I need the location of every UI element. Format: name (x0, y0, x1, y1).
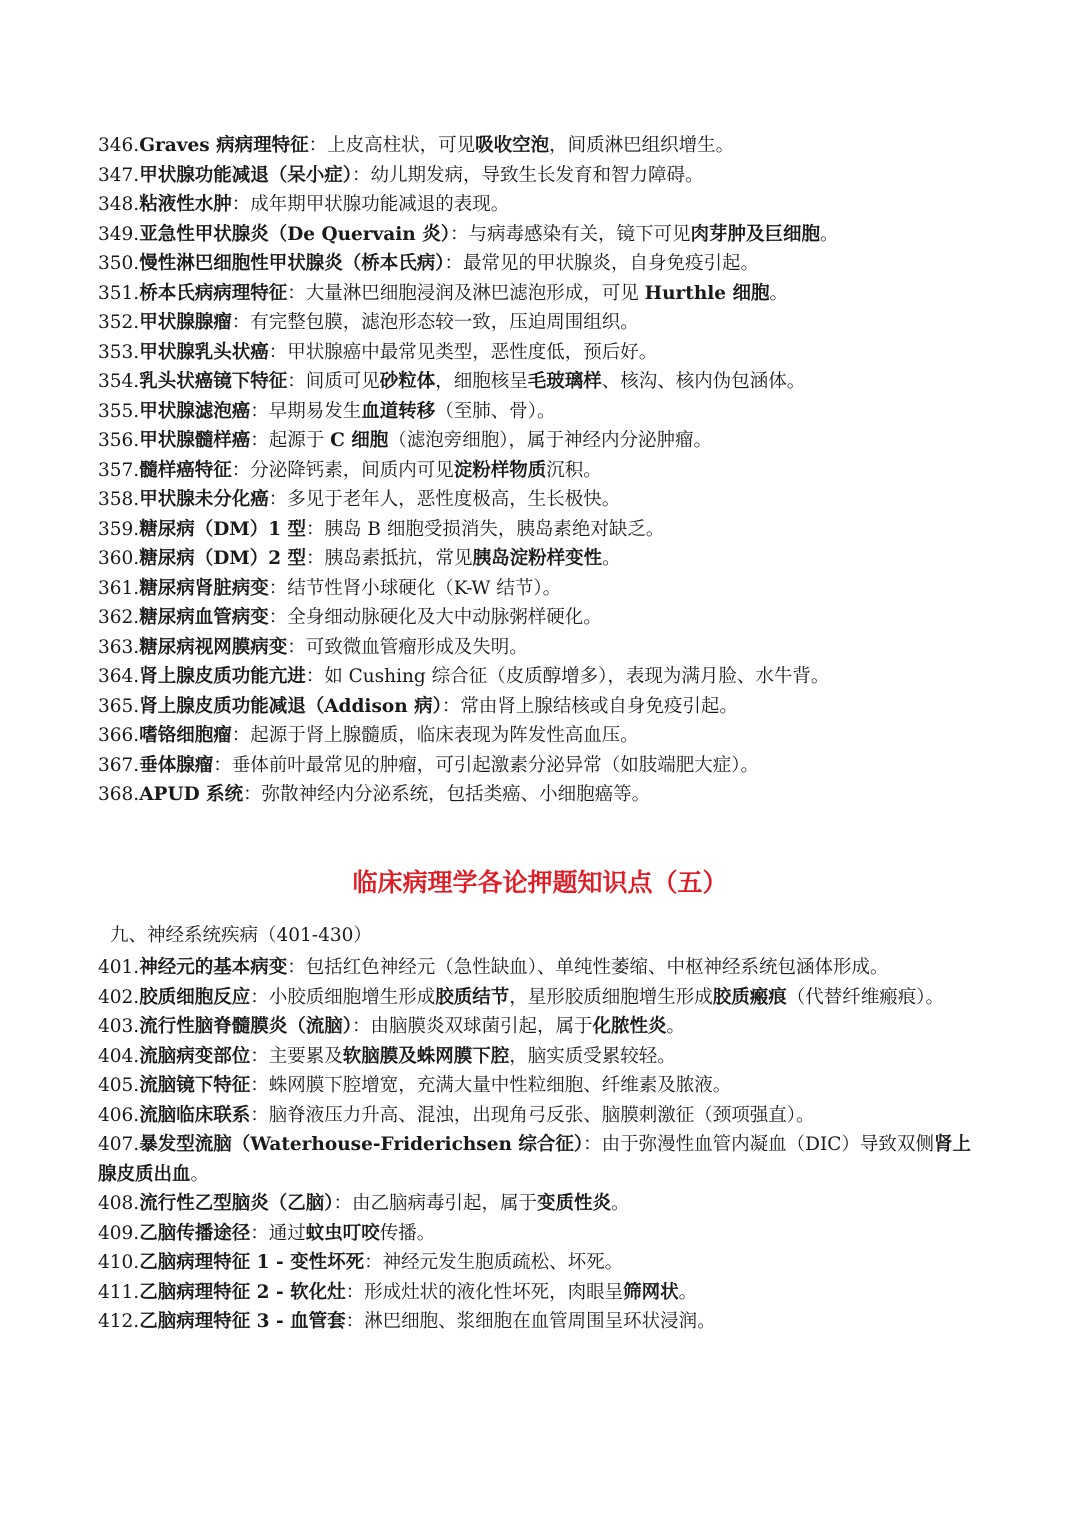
item-text: ：由乙脑病毒引起，属于 (333, 1193, 537, 1214)
item-term: 甲状腺滤泡癌 (139, 400, 251, 422)
item-text: （滤泡旁细胞），属于神经内分泌肿瘤。 (388, 430, 713, 451)
item-term: 胶质瘢痕 (712, 986, 787, 1008)
list-item (98, 515, 988, 545)
item-number: 357. (98, 459, 140, 481)
item-term: 神经元的基本病变 (139, 957, 288, 978)
item-text: ：有完整包膜，滤泡形态较一致，压迫周围组织。 (231, 312, 639, 333)
item-term: 胶质细胞反应 (139, 986, 251, 1008)
item-text: 。 (819, 223, 839, 245)
item-text: 。 (611, 1193, 630, 1214)
item-number: 411. (98, 1281, 140, 1303)
list-item (98, 190, 988, 220)
item-text: ：常由肾上腺结核或自身免疫引起。 (441, 695, 738, 717)
item-term: 亚急性甲状腺炎（De Quervain 炎） (139, 223, 450, 245)
item-number: 407. (98, 1134, 140, 1155)
list-item (98, 780, 988, 810)
item-term: 嗜铬细胞瘤 (139, 725, 232, 746)
item-text: ：包括红色神经元（急性缺血）、单纯性萎缩、中枢神经系统包涵体形成。 (287, 957, 889, 978)
list-item (98, 161, 988, 191)
list-item (98, 131, 988, 161)
item-term: 流行性乙型脑炎（乙脑） (139, 1193, 334, 1214)
item-term: 化脓性炎 (592, 1016, 667, 1037)
item-number: 349. (98, 223, 140, 245)
item-text: ：起源于肾上腺髓质，临床表现为阵发性高血压。 (231, 725, 639, 746)
list-item (98, 721, 988, 751)
list-item (98, 574, 988, 604)
item-term: 淀粉样物质 (453, 459, 547, 481)
item-text: ：如 Cushing 综合征（皮质醇增多），表现为满月脸、水牛背。 (305, 666, 830, 687)
item-term: 血道转移 (361, 400, 436, 422)
item-term: 乙脑病理特征 3 - 血管套 (139, 1311, 346, 1332)
item-number: 353. (98, 341, 140, 363)
list-item (98, 692, 988, 722)
item-term: 甲状腺髓样癌 (139, 430, 251, 451)
item-number: 361. (98, 577, 140, 599)
item-number: 365. (98, 695, 140, 717)
item-number: 405. (98, 1075, 140, 1096)
list-item (98, 1307, 988, 1337)
item-number: 404. (98, 1045, 140, 1067)
item-term: 垂体腺瘤 (139, 754, 214, 776)
item-term: 糖尿病（DM）1 型 (139, 518, 307, 540)
item-number: 360. (98, 548, 140, 569)
list-item (98, 397, 988, 427)
list-item (98, 751, 988, 781)
item-term: 流脑镜下特征 (139, 1075, 251, 1096)
list-item (98, 220, 988, 250)
item-number: 358. (98, 489, 140, 510)
item-term: 甲状腺乳头状癌 (139, 341, 269, 363)
item-term: 乙脑病理特征 2 - 软化灶 (139, 1281, 346, 1303)
item-text: ：上皮高柱状，可见 (308, 135, 476, 156)
item-term: 流脑病变部位 (139, 1045, 251, 1067)
page-title: 临床病理学各论押题知识点（五） (352, 868, 728, 897)
item-number: 410. (98, 1252, 140, 1273)
list-item (98, 1012, 988, 1042)
item-number: 367. (98, 754, 140, 776)
item-number: 409. (98, 1222, 140, 1244)
item-list-bottom (98, 953, 988, 1337)
item-term: APUD 系统 (139, 784, 244, 805)
list-item (98, 1278, 988, 1308)
list-item (98, 249, 988, 279)
item-text: ：由于弥漫性血管内凝血（DIC）导致双侧 (583, 1134, 934, 1155)
item-term: 肾上腺皮质功能减退（Addison 病） (139, 695, 442, 717)
item-text: ：幼儿期发病，导致生长发育和智力障碍。 (351, 164, 704, 186)
item-text: ：与病毒感染有关，镜下可见 (449, 223, 691, 245)
list-item (98, 367, 988, 397)
item-text: 。 (769, 282, 789, 304)
item-text: ：主要累及 (250, 1045, 343, 1067)
item-term: 乙脑病理特征 1 - 变性坏死 (139, 1252, 365, 1273)
item-text: 沉积。 (546, 459, 602, 481)
item-number: 355. (98, 400, 140, 422)
list-item (98, 983, 988, 1013)
item-list-top (98, 131, 988, 810)
item-text: ：淋巴细胞、浆细胞在血管周围呈环状浸润。 (345, 1311, 716, 1332)
item-text: ：胰岛 B 细胞受损消失，胰岛素绝对缺乏。 (306, 518, 665, 540)
item-term: 蚊虫叮咬 (305, 1222, 380, 1244)
item-text: ：可致微血管瘤形成及失明。 (287, 636, 528, 658)
list-item (98, 279, 988, 309)
item-term: 桥本氏病病理特征 (139, 282, 288, 304)
item-term: 肾上腺皮质功能亢进 (139, 666, 306, 687)
item-term: 毛玻璃样 (527, 371, 602, 392)
item-text: ：起源于 (250, 430, 331, 451)
item-text: 。 (666, 1016, 686, 1037)
item-text: 。 (602, 548, 621, 569)
list-item (98, 456, 988, 486)
item-number: 366. (98, 725, 140, 746)
list-item (98, 426, 988, 456)
item-term: 糖尿病肾脏病变 (139, 577, 269, 599)
list-item (98, 1219, 988, 1249)
item-number: 348. (98, 194, 140, 215)
item-term: 髓样癌特征 (139, 459, 232, 481)
item-text: ：脑脊液压力升高、混浊，出现角弓反张、脑膜刺激征（颈项强直）。 (250, 1104, 815, 1126)
item-text: ：最常见的甲状腺炎，自身免疫引起。 (444, 253, 759, 274)
item-text: ：小胶质细胞增生形成 (250, 986, 436, 1008)
item-term: 慢性淋巴细胞性甲状腺炎（桥本氏病） (139, 253, 445, 274)
item-text: （至肺、骨）。 (435, 400, 556, 422)
item-text: ：神经元发生胞质疏松、坏死。 (364, 1252, 624, 1273)
item-text: ：弥散神经内分泌系统，包括类癌、小细胞癌等。 (243, 784, 651, 805)
item-text: ，脑实质受累较轻。 (509, 1045, 676, 1067)
item-text: ，间质淋巴组织增生。 (549, 135, 735, 156)
item-term: 乙脑传播途径 (139, 1222, 251, 1244)
item-term: 糖尿病（DM）2 型 (139, 548, 307, 569)
item-text: 传播。 (379, 1222, 436, 1244)
item-number: 351. (98, 282, 140, 304)
item-term: 肾上腺皮质出血 (98, 1134, 971, 1185)
item-term: 粘液性水肿 (139, 194, 232, 215)
item-text: ：大量淋巴细胞浸润及淋巴滤泡形成，可见 (287, 282, 645, 304)
item-term: 乳头状癌镜下特征 (139, 371, 288, 392)
item-text: ：全身细动脉硬化及大中动脉粥样硬化。 (268, 607, 602, 628)
item-term: 甲状腺腺瘤 (139, 312, 232, 333)
list-item (98, 1189, 988, 1219)
item-text: ：间质可见 (287, 371, 380, 392)
item-text: 、核沟、核内伪包涵体。 (601, 371, 806, 392)
item-term: 筛网状 (623, 1281, 679, 1303)
list-item (98, 308, 988, 338)
list-item (98, 1071, 988, 1101)
item-term: 软脑膜及蛛网膜下腔 (342, 1045, 510, 1067)
item-number: 346. (98, 135, 140, 156)
item-number: 402. (98, 986, 140, 1008)
item-text: 。 (678, 1281, 698, 1303)
item-text: ：蛛网膜下腔增宽，充满大量中性粒细胞、纤维素及脓液。 (250, 1075, 732, 1096)
item-number: 406. (98, 1104, 140, 1126)
item-number: 403. (98, 1016, 140, 1037)
item-number: 363. (98, 636, 140, 658)
item-term: 糖尿病血管病变 (139, 607, 269, 628)
list-item (98, 1101, 988, 1131)
list-item (98, 338, 988, 368)
item-term: 吸收空泡 (475, 135, 550, 156)
item-text: ：形成灶状的液化性坏死，肉眼呈 (345, 1281, 624, 1303)
item-text: ：结节性肾小球硬化（K-W 结节）。 (268, 577, 562, 599)
item-text: ：胰岛素抵抗，常见 (306, 548, 473, 569)
item-term: Graves 病病理特征 (139, 135, 309, 156)
list-item (98, 633, 988, 663)
item-text: ：垂体前叶最常见的肿瘤，可引起激素分泌异常（如肢端肥大症）。 (213, 754, 759, 776)
item-text: （代替纤维瘢痕）。 (786, 986, 945, 1008)
item-text: ：通过 (250, 1222, 306, 1244)
item-term: 流行性脑脊髓膜炎（流脑） (139, 1016, 352, 1037)
item-term: 甲状腺功能减退（呆小症） (139, 164, 352, 186)
item-term: 胰岛淀粉样变性 (472, 548, 603, 569)
list-item (98, 544, 988, 574)
list-item (98, 1248, 988, 1278)
item-text: ：成年期甲状腺功能减退的表现。 (231, 194, 510, 215)
item-number: 362. (98, 607, 140, 628)
item-number: 347. (98, 164, 140, 186)
item-number: 412. (98, 1311, 140, 1332)
item-number: 359. (98, 518, 140, 540)
section-heading: 九、神经系统疾病（401-430） (110, 925, 372, 946)
item-number: 350. (98, 253, 140, 274)
item-number: 364. (98, 666, 140, 687)
item-term: 流脑临床联系 (139, 1104, 251, 1126)
item-text: ：早期易发生 (250, 400, 362, 422)
item-number: 354. (98, 371, 140, 392)
item-number: 352. (98, 312, 140, 333)
list-item (98, 603, 988, 633)
item-term: 暴发型流脑（Waterhouse-Friderichsen 综合征） (139, 1134, 584, 1155)
item-number: 368. (98, 784, 140, 805)
item-text: ：分泌降钙素，间质内可见 (231, 459, 454, 481)
item-term: 胶质结节 (435, 986, 510, 1008)
item-text: 。 (190, 1163, 210, 1185)
list-item (98, 1042, 988, 1072)
item-term: Hurthle 细胞 (644, 282, 770, 304)
item-number: 401. (98, 957, 140, 978)
item-number: 408. (98, 1193, 140, 1214)
item-text: ：由脑膜炎双球菌引起，属于 (351, 1016, 593, 1037)
item-term: C 细胞 (330, 430, 389, 451)
item-term: 甲状腺未分化癌 (139, 489, 269, 510)
item-number: 356. (98, 430, 140, 451)
item-text: ：多见于老年人，恶性度极高，生长极快。 (268, 489, 621, 510)
item-term: 砂粒体 (379, 371, 436, 392)
item-term: 糖尿病视网膜病变 (139, 636, 288, 658)
list-item (98, 662, 988, 692)
list-item (98, 485, 988, 515)
item-term: 变质性炎 (536, 1193, 611, 1214)
item-text: ：甲状腺癌中最常见类型，恶性度低，预后好。 (268, 341, 658, 363)
item-text: ，星形胶质细胞增生形成 (509, 986, 713, 1008)
list-item (98, 953, 988, 983)
list-item (98, 1130, 988, 1189)
item-text: ，细胞核呈 (435, 371, 528, 392)
item-term: 肉芽肿及巨细胞 (690, 223, 820, 245)
